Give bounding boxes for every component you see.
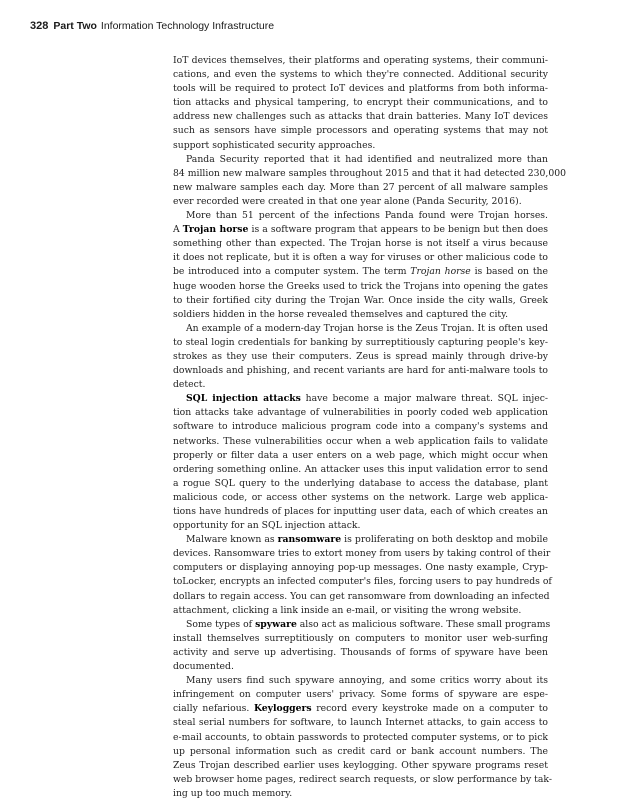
- key-term-sql-injection: SQL injection attacks: [186, 393, 301, 405]
- text-line: devices. Ransomware tries to extort money from users by taking control of their: [173, 548, 551, 560]
- key-term-ransomware: ransomware: [277, 534, 342, 546]
- text-line: IoT devices themselves, their platforms and operating systems, their communi-: [173, 55, 548, 66]
- text-line: support sophisticated security approaches.: [173, 139, 376, 151]
- text-line: a rogue SQL query to the underlying database to access the database, plant: [173, 477, 548, 489]
- text-line: install themselves surreptitiously on computers to monitor user web-surfing: [173, 632, 548, 644]
- text-line: documented.: [173, 661, 234, 673]
- paragraph-zeus-trojan: [173, 322, 548, 392]
- paragraph-iot-continued: [173, 54, 548, 153]
- text-line: More than 51 percent of the infections Panda found were Trojan horses.: [186, 210, 548, 222]
- paragraph-trojan-horse: [173, 209, 548, 322]
- text-line: ing up too much memory.: [173, 787, 293, 799]
- text-line: new malware samples each day. More than 27 percent of all malware samples: [173, 181, 548, 193]
- text-line: activity and serve up advertising. Thousands of forms of spyware have been: [173, 646, 548, 658]
- text-line: Many users find such spyware annoying, and some critics worry about its: [186, 675, 548, 687]
- text-line: cations, and even the systems to which they're connected. Additional security: [173, 69, 548, 81]
- running-header: [30, 20, 274, 32]
- text-line: address new challenges such as attacks that drain batteries. Many IoT devices: [173, 111, 548, 123]
- text-line: it does not replicate, but it is often a way for viruses or other malicious code to: [173, 252, 548, 264]
- text-line: attachment, clicking a link inside an e-mail, or visiting the wrong website.: [173, 604, 522, 616]
- text-line: tions have hundreds of places for inputting user data, each of which creates an: [173, 506, 548, 517]
- text-line: soldiers hidden in the horse revealed themselves and captured the city.: [173, 308, 509, 320]
- text-line: infringement on computer users' privacy. Some forms of spyware are espe-: [173, 689, 548, 701]
- page-number: 328: [30, 20, 49, 32]
- text-line: networks. These vulnerabilities occur when a web application fails to validate: [173, 435, 548, 447]
- text-line: strokes as they use their computers. Zeus is spread mainly through drive-by: [173, 350, 548, 362]
- text-line: to steal login credentials for banking by surreptitiously capturing people's key-: [173, 336, 548, 348]
- paragraph-sql-injection: [173, 392, 548, 533]
- text-line: software to introduce malicious program code into a company's systems and: [173, 421, 548, 433]
- text-line: tion attacks and physical tampering, to encrypt their communications, and to: [173, 97, 548, 109]
- text-line: SQL injection attacks have become a major malware threat. SQL injec-: [186, 393, 549, 405]
- text-line: Malware known as ransomware is proliferating on both desktop and mobile: [186, 534, 548, 546]
- text-line: tools will be required to protect IoT devices and platforms from both informa-: [173, 83, 548, 95]
- text-line: detect.: [173, 379, 206, 391]
- text-line: something other than expected. The Trojan horse is not itself a virus because: [173, 238, 548, 250]
- text-line: An example of a modern-day Trojan horse is the Zeus Trojan. It is often used: [186, 322, 548, 334]
- text-line: e-mail accounts, to obtain passwords to protected computer systems, or to pick: [173, 731, 548, 743]
- text-line: such as sensors have simple processors and operating systems that may not: [173, 125, 548, 137]
- text-line: up personal information such as credit card or bank account numbers. The: [173, 745, 548, 757]
- text-line: to their fortified city during the Trojan War. Once inside the city walls, Greek: [173, 294, 548, 306]
- text-line: steal serial numbers for software, to launch Internet attacks, to gain access to: [173, 717, 548, 729]
- text-line: downloads and phishing, and recent variants are hard for anti-malware tools to: [173, 365, 548, 377]
- text-line: computers or displaying annoying pop-up messages. One nasty example, Cryp-: [173, 562, 548, 574]
- text-line: toLocker, encrypts an infected computer's files, forcing users to pay hundreds of: [173, 576, 552, 588]
- key-term-keyloggers: Keyloggers: [253, 703, 312, 715]
- text-line: web browser home pages, redirect search requests, or slow performance by tak-: [173, 773, 552, 785]
- text-line: tion attacks take advantage of vulnerabilities in poorly coded web application: [173, 407, 548, 419]
- text-line: be introduced into a computer system. The term Trojan horse is based on the: [173, 266, 548, 278]
- text-line: A Trojan horse is a software program that appears to be benign but then does: [173, 224, 548, 236]
- paragraph-keyloggers: [173, 674, 552, 801]
- text-line: cially nefarious. Keyloggers record every keystroke made on a computer to: [173, 703, 548, 715]
- text-line: Zeus Trojan described earlier uses keylogging. Other spyware programs reset: [173, 759, 548, 771]
- text-line: huge wooden horse the Greeks used to trick the Trojans into opening the gates: [173, 280, 548, 292]
- text-line: ever recorded were created in that one year alone (Panda Security, 2016).: [173, 195, 522, 207]
- key-term-trojan-horse: Trojan horse: [182, 224, 249, 236]
- text-line: malicious code, or access other systems on the network. Large web applica-: [173, 491, 548, 503]
- italic-term-trojan-horse: Trojan horse: [410, 266, 471, 278]
- text-line: Some types of spyware also act as malicious software. These small programs: [186, 618, 551, 630]
- text-line: Panda Security reported that it had identified and neutralized more than: [186, 153, 548, 165]
- text-line: 84 million new malware samples throughout 2015 and that it had detected 230,000: [173, 167, 567, 179]
- text-line: properly or filter data a user enters on a web page, which might occur when: [173, 449, 548, 461]
- text-line: dollars to regain access. You can get ransomware from downloading an infected: [173, 590, 550, 602]
- text-line: ordering something online. An attacker uses this input validation error to send: [173, 463, 548, 475]
- paragraph-spyware: [173, 618, 551, 674]
- paragraph-ransomware: [173, 533, 552, 618]
- part-title: Information Technology Infrastructure: [100, 20, 275, 32]
- text-line: opportunity for an SQL injection attack.: [173, 520, 361, 532]
- paragraph-panda-security: [173, 153, 567, 209]
- body-text: [173, 54, 567, 801]
- part-label: Part Two: [53, 20, 97, 32]
- key-term-spyware: spyware: [255, 618, 297, 630]
